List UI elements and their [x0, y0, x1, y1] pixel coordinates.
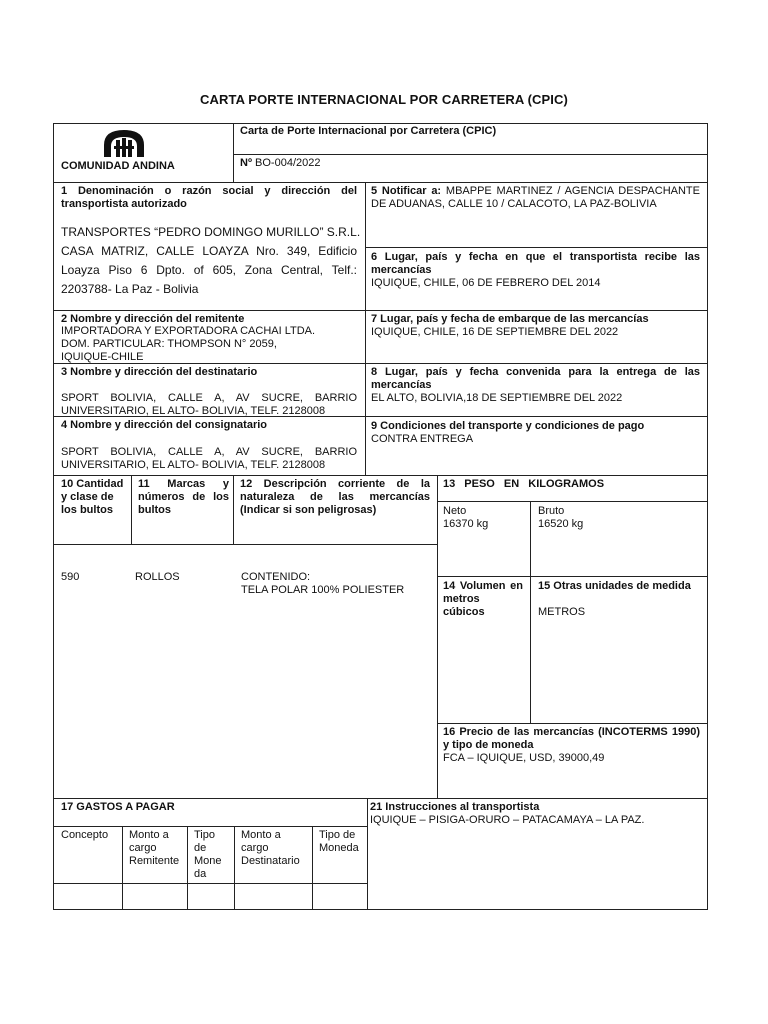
divider: [187, 826, 188, 910]
f15-label: 15 Otras unidades de medida: [538, 580, 691, 592]
divider: [312, 826, 313, 910]
f1-label-num: 1: [61, 185, 68, 197]
f10-label: 10 Cantidad y clase de los bultos: [61, 478, 124, 516]
divider: [53, 363, 708, 364]
divider: [233, 475, 234, 544]
f6-value: IQUIQUE, CHILE, 06 DE FEBRERO DEL 2014: [371, 277, 601, 289]
f9-value: CONTRA ENTREGA: [371, 433, 474, 445]
divider: [365, 247, 708, 248]
f13-bruto-value: 16520 kg: [538, 518, 584, 530]
divider: [233, 154, 708, 155]
f3-label: 3 Nombre y dirección del destinatario: [61, 366, 258, 378]
divider: [53, 798, 708, 799]
f14-label: 14 Volumen en metros cúbicos: [443, 580, 523, 618]
f2-label: 2 Nombre y dirección del remitente: [61, 313, 245, 325]
f13-bruto-label: Bruto: [538, 505, 565, 517]
f3-value: SPORT BOLIVIA, CALLE A, AV SUCRE, BARRIO UNIVERSITARIO, EL ALTO- BOLIVIA, TELF. 2128008: [61, 392, 357, 417]
f12-value-2: TELA POLAR 100% POLIESTER: [241, 584, 405, 596]
f8-value: EL ALTO, BOLIVIA,18 DE SEPTIEMBRE DEL 2022: [371, 392, 623, 404]
f17-col-concepto: Concepto: [61, 829, 109, 841]
f13-neto-label: Neto: [443, 505, 467, 517]
doc-number-value: BO-004/2022: [255, 157, 321, 169]
f2-line2: DOM. PARTICULAR: THOMPSON N° 2059,: [61, 338, 277, 350]
f9-label: 9 Condiciones del transporte y condiciones de pago: [371, 420, 645, 432]
divider: [530, 501, 531, 723]
divider: [53, 826, 367, 827]
f17-label: 17 GASTOS A PAGAR: [61, 801, 175, 813]
f17-col-tipo-moneda: Tipo de Mone da: [194, 829, 222, 880]
f10-value: 590: [61, 571, 80, 583]
f8-label: 8 Lugar, país y fecha convenida para la entrega de las mercancías: [371, 366, 700, 391]
divider: [53, 883, 367, 884]
f5-label: 5 Notificar a:: [371, 185, 442, 197]
comunidad-andina-logo-icon: [101, 127, 147, 159]
doc-name: Carta de Porte Internacional por Carretera (CPIC): [240, 125, 497, 137]
divider: [437, 501, 708, 502]
f17-col-monto-destinatario: Monto a cargo Destinatario: [241, 829, 300, 867]
f13-neto-value: 16370 kg: [443, 518, 489, 530]
divider: [53, 310, 708, 311]
f1-line1: TRANSPORTES “PEDRO DOMINGO MURILLO” S.R.L.: [61, 225, 361, 239]
doc-number: [240, 157, 320, 170]
divider: [234, 826, 235, 910]
f4-value: SPORT BOLIVIA, CALLE A, AV SUCRE, BARRIO UNIVERSITARIO, EL ALTO- BOLIVIA, TELF. 2128008: [61, 446, 357, 471]
divider: [53, 544, 437, 545]
divider: [437, 723, 708, 724]
f7-value: IQUIQUE, CHILE, 16 DE SEPTIEMBRE DEL 2022: [371, 326, 619, 338]
f15-value: METROS: [538, 606, 586, 618]
f1-label-text: Denominación o razón social y dirección del transportista autorizado: [61, 185, 358, 210]
doc-number-label: Nº: [240, 157, 252, 169]
divider: [233, 123, 234, 182]
divider: [365, 182, 366, 476]
f11-value: ROLLOS: [135, 571, 180, 583]
page-title: CARTA PORTE INTERNACIONAL POR CARRETERA (CPIC): [200, 92, 568, 107]
f2-line1: IMPORTADORA Y EXPORTADORA CACHAI LTDA.: [61, 325, 316, 337]
f2-line3: IQUIQUE-CHILE: [61, 351, 144, 363]
f6-label: 6 Lugar, país y fecha en que el transportista recibe las mercancías: [371, 251, 700, 276]
divider: [122, 826, 123, 910]
divider: [437, 475, 438, 798]
f11-label: 11 Marcas y números de los bultos: [138, 478, 229, 516]
f5-text: [371, 185, 700, 211]
f12-label: 12 Descripción corriente de la naturaleza de las mercancías (Indicar si son peligrosas): [240, 478, 430, 516]
f1-line2: CASA MATRIZ, CALLE LOAYZA Nro. 349, Edificio Loayza Piso 6 Dpto. of 605, Zona Central, Telf.: 2203788- La Paz - Bolivia: [61, 244, 357, 296]
divider: [53, 182, 708, 183]
f13-label: 13 PESO EN KILOGRAMOS: [443, 478, 605, 490]
f4-label: 4 Nombre y dirección del consignatario: [61, 419, 267, 431]
f5-value: MBAPPE MARTINEZ / AGENCIA DESPACHANTE DE ADUANAS, CALLE 10 / CALACOTO, LA PAZ-BOLIVIA: [371, 185, 700, 210]
f7-label: 7 Lugar, país y fecha de embarque de las mercancías: [371, 313, 649, 325]
f17-col-tipo-moneda-2: Tipo de Moneda: [319, 829, 359, 854]
f16-label: 16 Precio de las mercancías (INCOTERMS 1990) y tipo de moneda: [443, 726, 700, 751]
f21-label: 21 Instrucciones al transportista: [370, 801, 540, 813]
f16-value: FCA – IQUIQUE, USD, 39000,49: [443, 752, 605, 764]
f17-col-monto-remitente: Monto a cargo Remitente: [129, 829, 180, 867]
divider: [131, 475, 132, 544]
divider: [367, 798, 368, 910]
org-name: COMUNIDAD ANDINA: [61, 160, 175, 172]
divider: [53, 475, 708, 476]
f1-label: [61, 185, 357, 211]
divider: [437, 576, 708, 577]
f12-value-1: CONTENIDO:: [241, 571, 311, 583]
f21-value: IQUIQUE – PISIGA-ORURO – PATACAMAYA – LA PAZ.: [370, 814, 645, 826]
